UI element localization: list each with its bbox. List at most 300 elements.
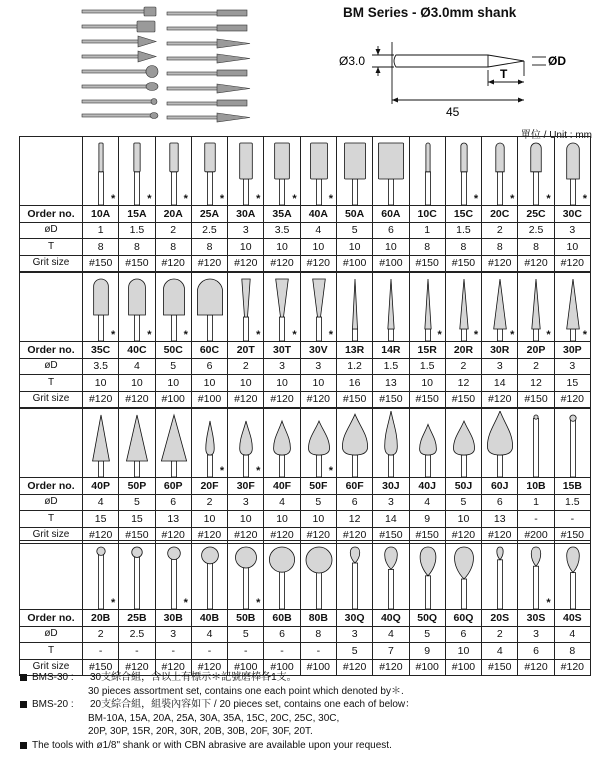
spec-table-1 (19, 136, 591, 272)
code-cell: 25B (119, 610, 155, 627)
grit-cell: #150 (336, 391, 372, 408)
bur-shape-icon (119, 411, 155, 477)
assortment-star-icon: * (256, 329, 261, 341)
grit-cell: #150 (409, 255, 445, 272)
assortment-star-icon: * (147, 329, 152, 341)
bur-image-20r (445, 273, 481, 342)
t-cell: - (119, 643, 155, 660)
tip-length-label: T (500, 67, 508, 81)
grit-cell: #120 (155, 659, 191, 676)
assortment-star-icon: * (582, 193, 587, 205)
bur-shape-icon (373, 411, 409, 477)
t-cell: 8 (191, 239, 227, 256)
bur-image-30c (554, 137, 590, 206)
t-row (20, 643, 591, 660)
bur-head (342, 414, 367, 455)
grit-cell: #120 (264, 255, 300, 272)
code-cell: 50F (300, 478, 336, 495)
bur-image-60f (336, 409, 372, 478)
grit-cell: #120 (191, 255, 227, 272)
bur-head (494, 279, 507, 329)
bur-image-30s (518, 541, 554, 610)
bur-image-50b (228, 541, 264, 610)
d-cell: 2 (83, 626, 119, 643)
d-cell: 4 (373, 626, 409, 643)
d-cell: 2.5 (518, 222, 554, 239)
code-cell: 30C (554, 206, 590, 223)
bur-head (94, 279, 109, 315)
bur-shape-icon (482, 543, 518, 609)
bur-image-60j (482, 409, 518, 478)
grit-row-label: Grit size (20, 391, 83, 408)
bur-shape-icon (83, 411, 119, 477)
bur-image-15b (554, 409, 590, 478)
code-row-label: Order no. (20, 478, 83, 495)
d-cell: 1 (83, 222, 119, 239)
total-length-label: 45 (446, 105, 460, 119)
bur-head (532, 547, 541, 566)
notes (20, 671, 610, 752)
t-row-label: T (20, 511, 83, 528)
code-cell: 30S (518, 610, 554, 627)
d-row (20, 358, 591, 375)
bur-shape-icon (555, 543, 591, 609)
bur-image-30r (482, 273, 518, 342)
d-row-label: øD (20, 626, 83, 643)
assortment-star-icon: * (256, 193, 261, 205)
bur-head (419, 424, 436, 455)
t-cell: 10 (409, 375, 445, 392)
bur-image-30a (228, 137, 264, 206)
grit-row-label: Grit size (20, 527, 83, 544)
bur-image-40a (300, 137, 336, 206)
code-cell: 50B (228, 610, 264, 627)
bur-shape-icon (301, 543, 337, 609)
t-cell: 8 (482, 239, 518, 256)
grit-row-label: Grit size (20, 659, 83, 676)
code-cell: 40S (554, 610, 590, 627)
d-cell: 1.5 (119, 222, 155, 239)
bur-head (132, 547, 143, 558)
d-cell: 4 (300, 222, 336, 239)
bur-image-50c (155, 273, 191, 342)
code-cell: 20F (191, 478, 227, 495)
d-cell: 3.5 (83, 358, 119, 375)
code-cell: 60B (264, 610, 300, 627)
assortment-star-icon: * (111, 597, 116, 609)
bur-image-50f (300, 409, 336, 478)
assortment-star-icon: * (546, 193, 551, 205)
t-row (20, 375, 591, 392)
grit-cell: #120 (228, 527, 264, 544)
d-cell: 1.5 (409, 358, 445, 375)
grit-cell: #150 (119, 527, 155, 544)
t-cell: 10 (373, 239, 409, 256)
code-cell: 10B (518, 478, 554, 495)
grit-row-label: Grit size (20, 255, 83, 272)
bur-image-50j (445, 409, 481, 478)
assortment-star-icon: * (183, 329, 188, 341)
bur-shape-icon (337, 543, 373, 609)
d-cell: 2.5 (191, 222, 227, 239)
d-cell: 3.5 (264, 222, 300, 239)
header (0, 0, 616, 124)
t-cell: 14 (373, 511, 409, 528)
bur-head (497, 547, 503, 560)
t-row-label: T (20, 375, 83, 392)
t-row (20, 511, 591, 528)
code-cell: 10A (83, 206, 119, 223)
d-cell: 6 (264, 626, 300, 643)
bur-head (99, 143, 103, 172)
bur-shape-icon (337, 139, 373, 205)
d-cell: 1.5 (554, 494, 590, 511)
d-cell: 6 (336, 494, 372, 511)
assortment-star-icon: * (219, 465, 225, 477)
dimension-diagram (336, 24, 616, 124)
grit-cell: #120 (518, 659, 554, 676)
bur-image-35a (264, 137, 300, 206)
t-cell: 14 (482, 375, 518, 392)
bur-head (163, 279, 184, 315)
code-cell: 60J (482, 478, 518, 495)
bur-image-20c (482, 137, 518, 206)
code-cell: 25A (191, 206, 227, 223)
d-cell: 3 (554, 358, 590, 375)
d-row-label: øD (20, 358, 83, 375)
t-cell: - (191, 643, 227, 660)
assortment-star-icon: * (437, 329, 442, 341)
grit-cell: #150 (445, 255, 481, 272)
grit-cell: #120 (554, 255, 590, 272)
bur-shape-icon (518, 411, 554, 477)
bur-image-20a (155, 137, 191, 206)
bur-head (197, 279, 222, 315)
bur-head (350, 547, 359, 563)
note-tag: BMS-20 : (32, 699, 74, 710)
code-cell: 50P (119, 478, 155, 495)
code-cell: 40J (409, 478, 445, 495)
assortment-star-icon: * (183, 597, 188, 609)
d-cell: 3 (155, 626, 191, 643)
code-cell: 15B (554, 478, 590, 495)
grit-cell: #120 (264, 527, 300, 544)
d-cell: 4 (409, 494, 445, 511)
bur-shape-icon (446, 411, 482, 477)
bur-shape-icon (555, 411, 591, 477)
t-cell: 8 (445, 239, 481, 256)
assortment-star-icon: * (111, 329, 116, 341)
code-cell: 40C (119, 342, 155, 359)
code-cell: 20C (482, 206, 518, 223)
grit-cell: #100 (373, 255, 409, 272)
bur-image-13r (336, 273, 372, 342)
grit-cell: #120 (83, 391, 119, 408)
d-cell: 8 (300, 626, 336, 643)
code-cell: 30T (264, 342, 300, 359)
code-cell: 30Q (336, 610, 372, 627)
t-cell: 7 (373, 643, 409, 660)
code-cell: 15C (445, 206, 481, 223)
bur-head (201, 547, 218, 564)
grit-cell: #150 (119, 255, 155, 272)
bur-head (306, 547, 332, 573)
t-cell: 10 (300, 239, 336, 256)
code-cell: 20S (482, 610, 518, 627)
code-cell: 40F (264, 478, 300, 495)
bur-head (242, 279, 250, 317)
grit-cell: #120 (518, 255, 554, 272)
code-cell: 35C (83, 342, 119, 359)
grit-cell: #150 (518, 391, 554, 408)
image-row (20, 273, 591, 342)
bur-image-50q (409, 541, 445, 610)
code-cell: 14R (373, 342, 409, 359)
code-cell: 60Q (445, 610, 481, 627)
bur-head (385, 547, 398, 569)
note-text: BM-10A, 15A, 20A, 25A, 30A, 35A, 15C, 20C, 25C, 30C, (88, 712, 340, 724)
bur-image-80b (300, 541, 336, 610)
bur-image-10c (409, 137, 445, 206)
grit-cell: #120 (83, 527, 119, 544)
d-cell: 2 (482, 626, 518, 643)
t-cell: 15 (554, 375, 590, 392)
d-cell: 4 (119, 358, 155, 375)
bur-image-25a (191, 137, 227, 206)
bur-shape-icon (156, 411, 192, 477)
t-cell: - (300, 643, 336, 660)
grit-cell: #120 (445, 527, 481, 544)
t-row-label: T (20, 643, 83, 660)
assortment-star-icon: * (546, 329, 551, 341)
grit-row (20, 255, 591, 272)
d-cell: 3 (482, 358, 518, 375)
t-cell: 16 (336, 375, 372, 392)
bur-head (461, 143, 467, 172)
image-row (20, 541, 591, 610)
t-cell: - (554, 511, 590, 528)
d-cell: 4 (264, 494, 300, 511)
bur-head (129, 279, 146, 315)
d-cell: 3 (264, 358, 300, 375)
grit-cell: #150 (83, 659, 119, 676)
shank-diameter-label: Ø3.0 (339, 54, 366, 68)
note-text: The tools with ø1/8" shank or with CBN abrasive are available upon your request. (32, 739, 392, 751)
grit-cell: #120 (191, 659, 227, 676)
t-cell: 10 (264, 511, 300, 528)
bur-image-60q (445, 541, 481, 610)
assortment-star-icon: * (292, 329, 297, 341)
bur-image-15r (409, 273, 445, 342)
d-cell: 6 (191, 358, 227, 375)
t-cell: 8 (518, 239, 554, 256)
t-cell: 10 (445, 511, 481, 528)
t-cell: 12 (518, 375, 554, 392)
t-cell: 5 (336, 643, 372, 660)
d-cell: 4 (191, 626, 227, 643)
grit-cell: #120 (300, 391, 336, 408)
assortment-star-icon: * (256, 597, 261, 609)
bur-image-30f (228, 409, 264, 478)
t-cell: 12 (336, 511, 372, 528)
t-cell: 13 (155, 511, 191, 528)
image-row (20, 137, 591, 206)
bur-head (566, 547, 579, 573)
bur-head (275, 143, 290, 179)
grit-cell: #120 (155, 255, 191, 272)
bur-shape-icon (373, 543, 409, 609)
bur-shape-icon (192, 275, 228, 341)
bur-head (379, 143, 404, 179)
image-row (20, 409, 591, 478)
code-cell: 20R (445, 342, 481, 359)
bur-head (97, 547, 105, 555)
grit-row (20, 391, 591, 408)
t-cell: 12 (445, 375, 481, 392)
t-cell: 9 (409, 643, 445, 660)
bullet-square-icon (20, 674, 27, 681)
bur-image-30p (554, 273, 590, 342)
bur-image-20t (228, 273, 264, 342)
grit-cell: #120 (482, 391, 518, 408)
d-cell: 2 (518, 358, 554, 375)
assortment-star-icon: * (219, 193, 225, 205)
grit-cell: #120 (228, 391, 264, 408)
grit-cell: #120 (336, 659, 372, 676)
assortment-star-icon: * (256, 465, 261, 477)
assortment-star-icon: * (546, 597, 551, 609)
bur-head (531, 143, 542, 172)
bur-head (487, 411, 512, 455)
code-cell: 35A (264, 206, 300, 223)
bur-head (167, 547, 180, 560)
d-cell: 5 (300, 494, 336, 511)
bur-image-60b (264, 541, 300, 610)
bur-shape-icon (446, 543, 482, 609)
d-cell: 2 (445, 358, 481, 375)
note-text: 30支綜合組，含以上有標示＊記號磨棒各1支。 (90, 672, 297, 683)
bur-image-40c (119, 273, 155, 342)
d-cell: 2 (228, 358, 264, 375)
bur-head (454, 547, 473, 579)
bur-image-60a (373, 137, 409, 206)
t-cell: 10 (191, 375, 227, 392)
t-cell: 6 (518, 643, 554, 660)
d-cell: 1 (518, 494, 554, 511)
d-cell: 5 (119, 494, 155, 511)
bur-head (236, 547, 257, 568)
code-cell: 15A (119, 206, 155, 223)
note-bms30 (20, 671, 610, 685)
code-cell: 13R (336, 342, 372, 359)
assortment-star-icon: * (510, 329, 515, 341)
t-cell: 10 (300, 375, 336, 392)
code-cell: 30R (482, 342, 518, 359)
code-cell: 40P (83, 478, 119, 495)
bur-head (274, 421, 291, 455)
tip-diameter-label: ØD (548, 54, 566, 68)
code-cell: 15R (409, 342, 445, 359)
assortment-star-icon: * (292, 193, 297, 205)
blank-cell (20, 137, 83, 206)
t-cell: 10 (191, 511, 227, 528)
grit-cell: #100 (300, 659, 336, 676)
d-cell: 6 (155, 494, 191, 511)
bur-shape-icon (192, 543, 228, 609)
bur-head (566, 143, 579, 179)
bur-head (240, 143, 253, 179)
bur-head (460, 279, 468, 329)
note-bms20 (20, 698, 610, 712)
assortment-star-icon: * (328, 193, 333, 205)
grit-cell: #100 (228, 659, 264, 676)
bur-head (169, 143, 177, 172)
bur-shape-icon (337, 275, 373, 341)
grit-cell: #120 (554, 659, 590, 676)
blank-cell (20, 541, 83, 610)
bur-shape-icon (410, 139, 446, 205)
bur-head (161, 415, 186, 461)
t-cell: 9 (409, 511, 445, 528)
assortment-star-icon: * (473, 193, 479, 205)
d-row (20, 494, 591, 511)
d-cell: 6 (445, 626, 481, 643)
bullet-square-icon (20, 701, 27, 708)
code-cell: 30B (155, 610, 191, 627)
bur-head (134, 143, 140, 172)
grit-cell: #150 (445, 391, 481, 408)
code-cell: 40A (300, 206, 336, 223)
bur-head (308, 421, 329, 455)
grit-cell: #120 (119, 391, 155, 408)
code-cell: 60C (191, 342, 227, 359)
d-row (20, 626, 591, 643)
d-cell: 5 (155, 358, 191, 375)
bur-head (566, 279, 579, 329)
t-cell: 10 (554, 239, 590, 256)
grit-cell: #150 (482, 659, 518, 676)
bur-image-40p (83, 409, 119, 478)
code-row-label: Order no. (20, 610, 83, 627)
code-cell: 30P (554, 342, 590, 359)
grit-cell: #120 (300, 255, 336, 272)
bur-image-20p (518, 273, 554, 342)
bur-shape-icon (373, 139, 409, 205)
t-cell: 10 (264, 239, 300, 256)
bur-head (388, 279, 394, 329)
bur-image-30v (300, 273, 336, 342)
grit-cell: #150 (554, 527, 590, 544)
d-cell: 3 (518, 626, 554, 643)
note-text: 30 pieces assortment set, contains one each point which denoted by＊. (88, 685, 404, 697)
code-row-label: Order no. (20, 206, 83, 223)
grit-cell: #100 (336, 255, 372, 272)
d-cell: 5 (445, 494, 481, 511)
t-cell: 13 (373, 375, 409, 392)
code-row (20, 610, 591, 627)
assortment-star-icon: * (473, 329, 479, 341)
t-cell: 8 (554, 643, 590, 660)
d-cell: 3 (336, 626, 372, 643)
bur-head (425, 143, 429, 172)
code-cell: 30F (228, 478, 264, 495)
t-cell: 8 (155, 239, 191, 256)
d-cell: 5 (228, 626, 264, 643)
bur-head (420, 547, 436, 576)
d-cell: 2 (155, 222, 191, 239)
bur-shape-icon (264, 411, 300, 477)
bur-head (93, 415, 110, 461)
